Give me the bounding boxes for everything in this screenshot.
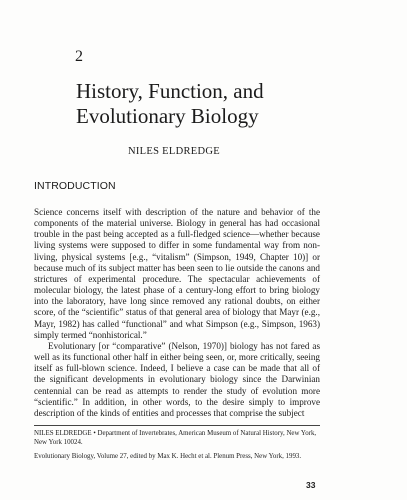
footnote-publication-info: Evolutionary Biology, Volume 27, edited by Max K. Hecht et al. Plenum Press, New York, 1993. xyxy=(34,453,302,461)
body-text xyxy=(34,207,320,419)
page-number: 33 xyxy=(306,480,316,490)
footnote-author-affiliation: NILES ELDREDGE • Department of Invertebrates, American Museum of Natural History, New York, New York 10024. xyxy=(34,430,317,446)
chapter-number: 2 xyxy=(75,48,83,65)
footnote-divider xyxy=(34,425,320,426)
section-heading: INTRODUCTION xyxy=(34,180,116,192)
body-paragraph: Science concerns itself with description of the nature and behavior of the components of the material universe. Biology in general has had occasional trouble in the past being accepted as a full-fledged science—whether because living systems were supposed to differ in some fundamental way from non-living, physical systems [e.g., “vitalism” (Simpson, 1949, Chapter 10)] or because much of its subject matter has been seen to lie outside the canons and strictures of experimental procedure. The spectacular achievements of molecular biology, the latest phase of a century-long effort to bring biology into the laboratory, have long since removed any rational doubts, on either score, of the “scientific” status of that general area of biology that Mayr (e.g., Mayr, 1982) has called “functional” and what Simpson (e.g., Simpson, 1963) simply termed “nonhistorical.” xyxy=(34,207,320,340)
chapter-author: NILES ELDREDGE xyxy=(128,146,220,157)
chapter-title: History, Function, and Evolutionary Biology xyxy=(76,79,264,128)
body-paragraph: Evolutionary [or “comparative” (Nelson, 1970)] biology has not fared as well as its functional other half in either being seen, or, more critically, seeing itself as full-blown science. Indeed, I believe a case can be made that all of the significant developments in evolutionary biology since the Darwinian centennial can be read as attempts to render the study of evolution more “scientific.” In addition, in other words, to the desire simply to improve description of the kinds of entities and processes that comprise the subject xyxy=(34,340,320,418)
footnotes xyxy=(34,430,320,468)
